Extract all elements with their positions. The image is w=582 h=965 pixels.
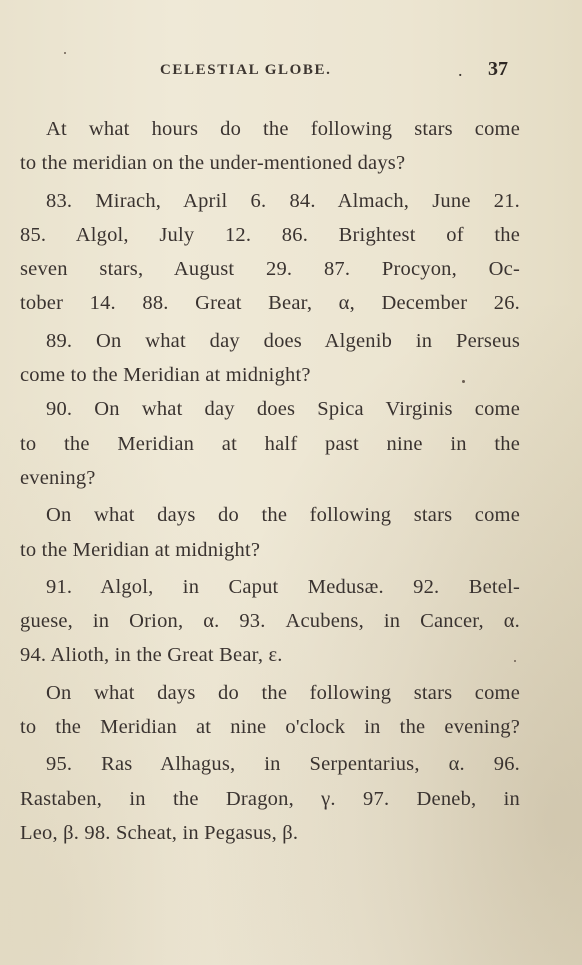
text-line: 83. Mirach, April 6. 84. Almach, June 21. — [46, 189, 520, 212]
text-line: to the Meridian at nine o'clock in the evening? — [20, 716, 520, 739]
text-line: come to the Meridian at midnight? — [20, 364, 311, 387]
body-text — [20, 112, 520, 850]
text-line: On what days do the following stars come — [46, 681, 520, 704]
paper-speck — [462, 380, 465, 383]
page-number: 37 — [488, 58, 508, 80]
text-line: seven stars, August 29. 87. Procyon, Oc- — [20, 258, 520, 281]
text-line: 91. Algol, in Caput Medusæ. 92. Betel- — [46, 575, 520, 598]
text-line: Leo, β. 98. Scheat, in Pegasus, β. — [20, 821, 299, 844]
text-line: guese, in Orion, α. 93. Acubens, in Cancer, α. — [20, 610, 520, 633]
text-line: 95. Ras Alhagus, in Serpentarius, α. 96. — [46, 753, 520, 776]
header-dot: . — [458, 60, 463, 80]
text-line: 94. Alioth, in the Great Bear, ε. — [20, 644, 283, 667]
text-line: Rastaben, in the Dragon, γ. 97. Deneb, in — [20, 787, 520, 810]
text-line: to the Meridian at midnight? — [20, 538, 261, 561]
page-header — [0, 58, 582, 88]
running-title: CELESTIAL GLOBE. — [160, 62, 332, 78]
text-line: 85. Algol, July 12. 86. Brightest of the — [20, 223, 520, 246]
text-line: evening? — [20, 466, 96, 489]
text-line: to the Meridian at half past nine in the — [20, 432, 520, 455]
text-line: tober 14. 88. Great Bear, α, December 26. — [20, 292, 520, 315]
paper-speck — [514, 660, 516, 662]
text-line: to the meridian on the under-mentioned days? — [20, 152, 406, 175]
text-line: At what hours do the following stars come — [46, 118, 520, 140]
text-line: 90. On what day does Spica Virginis come — [46, 398, 520, 421]
text-line: On what days do the following stars come — [46, 504, 520, 527]
text-line: 89. On what day does Algenib in Perseus — [46, 329, 520, 352]
paper-speck — [64, 52, 66, 54]
